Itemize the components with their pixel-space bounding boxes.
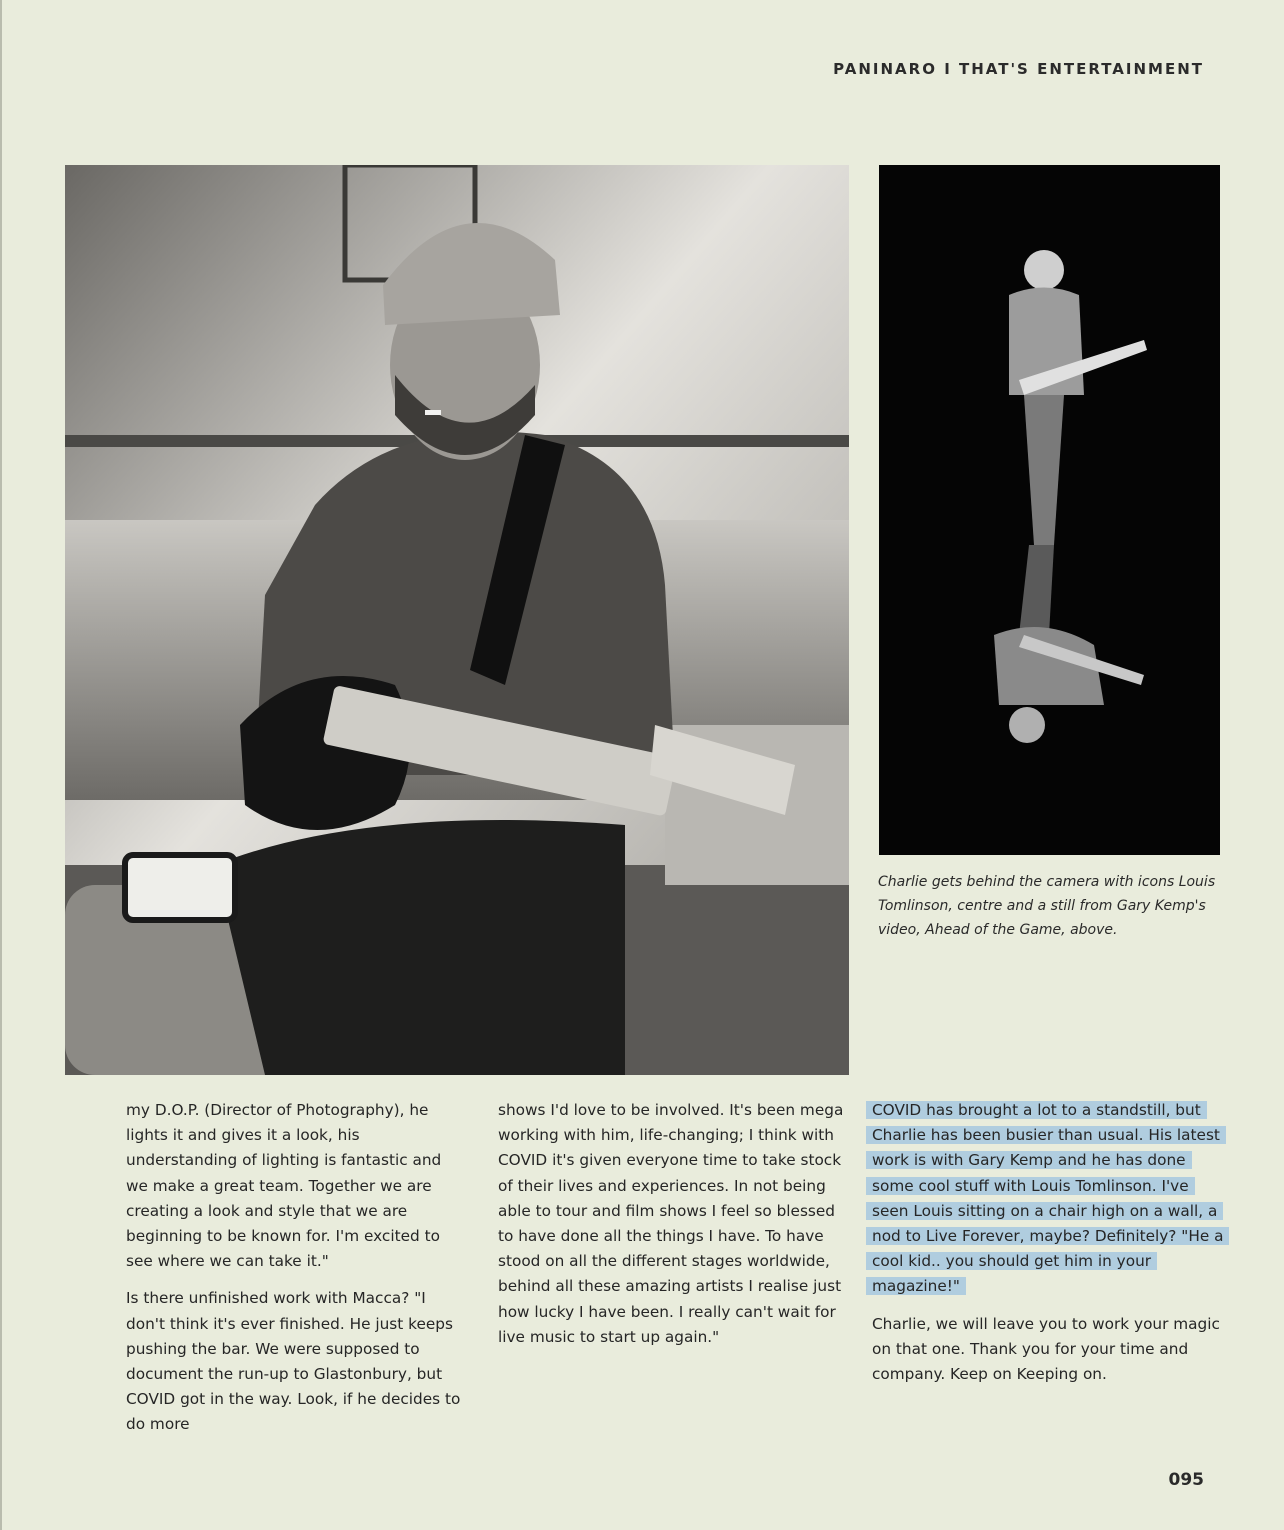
page-edge <box>0 0 2 1530</box>
paragraph: my D.O.P. (Director of Photography), he lights it and gives it a look, his understanding of lighting is fantastic and we make a great team. Together we are creating a look and style that we are beginning to be known for. I'm excited to see where we can take it." <box>126 1101 442 1271</box>
paragraph: shows I'd love to be involved. It's been mega working with him, life-changing; I think with COVID it's given everyone time to take stock of their lives and experiences. In not being able to tour and film shows I feel so blessed to have done all the things I have. To have stood on all the different stages worldwide, behind all these amazing artists I realise just how lucky I have been. I really can't wait for live music to start up again." <box>498 1101 844 1346</box>
paragraph: Is there unfinished work with Macca? "I don't think it's ever finished. He just keeps pushing the bar. We were supposed to document the run-up to Glastonbury, but COVID got in the way. Look, if he decides to do more <box>126 1289 461 1434</box>
highlighted-paragraph[interactable] <box>872 1098 1224 1300</box>
running-head: PANINARO I THAT'S ENTERTAINMENT <box>833 60 1204 78</box>
article-column-1 <box>126 1098 466 1450</box>
musician-with-guitar-photo <box>65 165 849 1075</box>
guitarist-on-stage-photo <box>879 165 1220 855</box>
article-column-3 <box>872 1098 1224 1399</box>
stage-photo-illustration <box>879 165 1220 855</box>
musician-photo-illustration <box>65 165 849 1075</box>
paragraph: Charlie, we will leave you to work your magic on that one. Thank you for your time and company. Keep on Keeping on. <box>872 1314 1220 1384</box>
photo-caption: Charlie gets behind the camera with icons Louis Tomlinson, centre and a still from Gary Kemp's video, Ahead of the Game, above. <box>878 874 1216 938</box>
text-highlight[interactable]: COVID has brought a lot to a standstill, but Charlie has been busier than usual. His latest work is with Gary Kemp and he has done some cool stuff with Louis Tomlinson. I've seen Louis sitting on a chair high on a wall, a nod to Live Forever, maybe? Definitely? "He a cool kid.. you should get him in your magazine!" <box>872 1101 1224 1296</box>
page-number: 095 <box>1168 1470 1204 1490</box>
article-column-2 <box>498 1098 846 1362</box>
